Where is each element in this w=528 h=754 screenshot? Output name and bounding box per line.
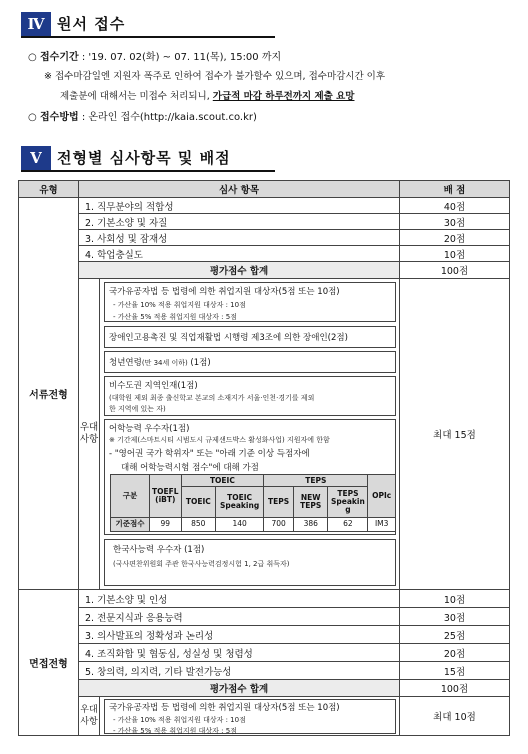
pref-national-merit [104, 282, 396, 322]
note-text-1: 접수마감일엔 지원자 폭주로 인하여 접수가 불가할수 있으며, 접수마감시간 이후 [55, 71, 386, 82]
lang-value-new-teps: 386 [294, 517, 328, 531]
pref-language-title: 어학능력 우수자(1점) [109, 424, 190, 434]
pref-youth-title: 청년연령 [109, 358, 142, 368]
pref-local-title: 비수도권 지역인재(1점) [109, 381, 198, 391]
row-score: 25점 [399, 625, 510, 644]
header-item: 심사 항목 [78, 180, 400, 198]
section-number: Ⅴ [21, 146, 51, 170]
lang-header-toeic: TOEIC [181, 475, 264, 487]
row-score: 30점 [399, 213, 510, 230]
lang-value-teps-speaking: 62 [328, 517, 368, 531]
section-title: 전형별 심사항목 및 배점 [57, 149, 231, 167]
lang-header-teps: TEPS [264, 475, 368, 487]
lang-sub-toeic-speaking: TOEIC Speaking [216, 487, 264, 518]
pref-korean-title: 한국사능력 우수자 (1점) [113, 545, 205, 555]
method-value: : 온라인 접수(http://kaia.scout.co.kr) [81, 112, 257, 123]
pref-local-talent [104, 376, 396, 416]
lang-header-gubun: 구분 [111, 475, 150, 518]
header-type: 유형 [18, 180, 79, 198]
pref-national-sub2: - 가산율 5% 적용 취업지원 대상자 : 5점 [113, 313, 237, 321]
row-score: 10점 [399, 245, 510, 262]
period-value: : '19. 07. 02(화) ~ 07. 11(목), 15:00 까지 [81, 52, 282, 63]
section-number: Ⅳ [21, 12, 51, 36]
type-interview: 면접전형 [18, 589, 79, 736]
method-line [28, 108, 257, 123]
type-document: 서류전형 [18, 197, 79, 590]
note-star: ※ [44, 71, 52, 82]
lang-sub-new-teps: NEW TEPS [294, 487, 328, 518]
divider [21, 36, 275, 38]
note-text-2a: 제출분에 대해서는 미접수 처리되니, [60, 91, 213, 102]
pref-score: 최대 15점 [399, 278, 510, 590]
table-row: 4. 학업충실도 [78, 245, 400, 262]
header-score: 배 점 [399, 180, 510, 198]
pref-youth-sub: (만 34세 이하) [141, 359, 188, 367]
table-row: 2. 기본소양 및 자질 [78, 213, 400, 230]
lang-value-toefl: 99 [150, 517, 182, 531]
period-line [28, 48, 281, 63]
period-label: 접수기간 [40, 52, 79, 63]
lang-value-toeic: 850 [181, 517, 215, 531]
int-pref-sub1: - 가산율 10% 적용 취업지원 대상자 : 10점 [113, 716, 246, 724]
lang-value-opic: IM3 [368, 517, 396, 531]
row-score: 10점 [399, 589, 510, 608]
table-row: 1. 기본소양 및 인성 [78, 589, 400, 608]
pref-language-note: ※ 기간제(스마트시티 시범도시 규제샌드박스 활성화사업) 지원자에 한함 [109, 436, 330, 444]
table-row: 1. 직무분야의 적합성 [78, 197, 400, 214]
table-row: 3. 사회성 및 잠재성 [78, 229, 400, 246]
pref-local-sub1: (대학원 제외 최종 출신학교 본교의 소재지가 서울·인천·경기를 제외 [109, 394, 315, 402]
scoring-table [18, 180, 510, 736]
circle-bullet-icon: ○ [28, 52, 37, 63]
int-pref-national-merit [104, 699, 396, 734]
pref-local-sub2: 한 지역에 있는 자) [109, 405, 166, 413]
pref-national-title: 국가유공자법 등 법령에 의한 취업지원 대상자(5점 또는 10점) [109, 287, 340, 297]
lang-sub-teps: TEPS [264, 487, 294, 518]
lang-sub-toeic: TOEIC [181, 487, 215, 518]
lang-header-toefl: TOEFL (iBT) [150, 475, 182, 518]
pref-language-line2: 대해 어학능력시험 점수"에 대해 가점 [121, 463, 259, 473]
int-pref-score: 최대 10점 [399, 696, 510, 736]
doc-total-score: 100점 [399, 261, 510, 279]
pref-label: 우대 사항 [78, 278, 100, 590]
pref-disabled-text: 장애인고용촉진 및 직업재활법 시행령 제3조에 의한 장애인(2점) [109, 333, 348, 343]
row-score: 20점 [399, 643, 510, 662]
pref-youth [104, 351, 396, 373]
doc-total-label: 평가점수 합계 [78, 261, 400, 279]
section-4-header [21, 12, 275, 38]
note-line-2 [60, 88, 354, 102]
row-score: 40점 [399, 197, 510, 214]
circle-bullet-icon: ○ [28, 112, 37, 123]
int-pref-sub2: - 가산율 5% 적용 취업지원 대상자 : 5점 [113, 727, 237, 735]
lang-row-label: 기준점수 [111, 517, 150, 531]
lang-sub-teps-speaking: TEPS Speakin g [328, 487, 368, 518]
language-score-table [110, 474, 396, 532]
int-total-label: 평가점수 합계 [78, 679, 400, 697]
lang-value-toeic-speaking: 140 [216, 517, 264, 531]
int-pref-title: 국가유공자법 등 법령에 의한 취업지원 대상자(5점 또는 10점) [109, 703, 340, 713]
section-5-header [21, 146, 275, 172]
int-total-score: 100점 [399, 679, 510, 697]
table-row: 2. 전문지식과 응용능력 [78, 607, 400, 626]
pref-korean-sub: (국사편찬위원회 주관 한국사능력검정시험 1, 2급 취득자) [113, 560, 290, 568]
table-row: 4. 조직화합 및 협동심, 성실성 및 청렴성 [78, 643, 400, 662]
note-emphasis: 가급적 마감 하루전까지 제출 요망 [212, 91, 355, 102]
pref-language-line1: - "영어권 국가 학위자" 또는 "아래 기준 이상 득점자에 [109, 449, 310, 459]
pref-national-sub1: - 가산율 10% 적용 취업지원 대상자 : 10점 [113, 301, 246, 309]
int-pref-label: 우대 사항 [78, 696, 100, 736]
divider [21, 170, 275, 172]
int-pref-container [99, 696, 400, 736]
row-score: 15점 [399, 661, 510, 680]
table-row: 5. 창의력, 의지력, 기타 발전가능성 [78, 661, 400, 680]
row-score: 20점 [399, 229, 510, 246]
pref-korean-history [104, 539, 396, 586]
pref-youth-points: (1점) [187, 358, 211, 368]
lang-header-opic: OPIc [368, 475, 396, 518]
pref-disabled [104, 326, 396, 348]
lang-value-teps: 700 [264, 517, 294, 531]
section-title: 원서 접수 [57, 15, 126, 33]
table-row: 3. 의사발표의 정확성과 논리성 [78, 625, 400, 644]
row-score: 30점 [399, 607, 510, 626]
note-line-1 [44, 68, 385, 82]
method-label: 접수방법 [40, 112, 79, 123]
